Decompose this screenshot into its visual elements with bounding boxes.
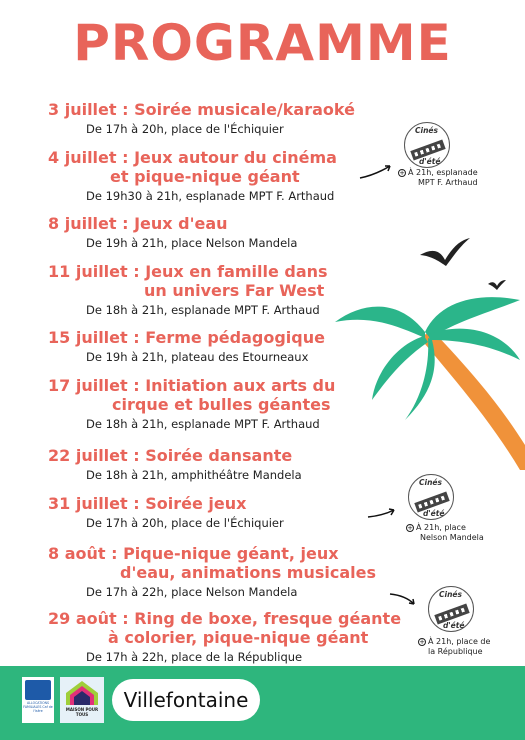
cines-badge-top: Cinés: [415, 126, 438, 135]
plus-icon: +: [407, 523, 413, 532]
cines-badge: [428, 586, 474, 632]
event-title-line2: et pique-nique géant: [110, 167, 300, 186]
event-title: 11 juillet : Jeux en famille dans: [48, 262, 328, 281]
caf-emblem-icon: [25, 680, 51, 700]
event-details: De 17h à 22h, place Nelson Mandela: [86, 585, 298, 599]
cines-place: la République: [428, 647, 483, 656]
cines-info: [418, 637, 490, 657]
page-title: PROGRAMME: [73, 14, 452, 72]
event-title-line2: à colorier, pique-nique géant: [108, 628, 369, 647]
event-title: 15 juillet : Ferme pédagogique: [48, 328, 325, 347]
cines-time: À 21h, place de: [428, 637, 491, 646]
event-details: De 18h à 21h, amphithéâtre Mandela: [86, 468, 302, 482]
arrow: [368, 510, 394, 517]
cines-badge: [408, 474, 454, 520]
event-title: 29 août : Ring de boxe, fresque géante: [48, 609, 402, 628]
event-title-line2: un univers Far West: [144, 281, 325, 300]
cines-time: À 21h, place: [416, 523, 466, 532]
bird: [420, 238, 470, 266]
cines-badge-bottom: d'été: [423, 509, 445, 518]
event-title: 8 juillet : Jeux d'eau: [48, 214, 228, 233]
event-details: De 17h à 22h, place de la République: [86, 650, 303, 664]
event-details: De 18h à 21h, esplanade MPT F. Arthaud: [86, 417, 320, 431]
house-icon: [60, 677, 104, 707]
event-details: De 17h à 20h, place de l'Échiquier: [86, 122, 284, 136]
cines-badge-top: Cinés: [419, 478, 442, 487]
event-title: 4 juillet : Jeux autour du cinéma: [48, 148, 337, 167]
event-title: 17 juillet : Initiation aux arts du: [48, 376, 336, 395]
arrow: [390, 594, 414, 604]
palm-frond: [335, 307, 425, 338]
cines-badge-bottom: d'été: [419, 157, 441, 166]
event-details: De 18h à 21h, esplanade MPT F. Arthaud: [86, 303, 320, 317]
event-details: De 17h à 20h, place de l'Échiquier: [86, 516, 284, 530]
event-title-line2: d'eau, animations musicales: [120, 563, 376, 582]
event-title: 31 juillet : Soirée jeux: [48, 494, 247, 513]
event-title: 3 juillet : Soirée musicale/karaoké: [48, 100, 355, 119]
cines-time: À 21h, esplanade: [408, 168, 478, 177]
palm-frond: [372, 336, 428, 400]
cines-place: MPT F. Arthaud: [418, 178, 478, 187]
event-title-line2: cirque et bulles géantes: [112, 395, 331, 414]
mpt-logo: [60, 677, 104, 723]
arrow: [360, 166, 390, 178]
caf-logo: [22, 677, 54, 723]
event-details: De 19h à 21h, plateau des Etourneaux: [86, 350, 309, 364]
event-details: De 19h30 à 21h, esplanade MPT F. Arthaud: [86, 189, 335, 203]
event-details: De 19h à 21h, place Nelson Mandela: [86, 236, 298, 250]
town-logo: Villefontaine: [112, 679, 260, 721]
cines-badge-bottom: d'été: [443, 621, 465, 630]
bird: [488, 280, 506, 290]
cines-badge: [404, 122, 450, 168]
cines-badge-top: Cinés: [439, 590, 462, 599]
cines-place: Nelson Mandela: [420, 533, 484, 542]
caf-logo-text: ALLOCATIONS FAMILIALES Caf de l'Isère: [23, 701, 53, 713]
plus-icon: +: [419, 637, 425, 646]
event-title: 8 août : Pique-nique géant, jeux: [48, 544, 339, 563]
event-title: 22 juillet : Soirée dansante: [48, 446, 293, 465]
cines-info: [398, 168, 478, 188]
cines-info: [406, 523, 484, 543]
plus-icon: +: [399, 168, 405, 177]
mpt-logo-text: MAISON POUR TOUS: [65, 707, 99, 717]
